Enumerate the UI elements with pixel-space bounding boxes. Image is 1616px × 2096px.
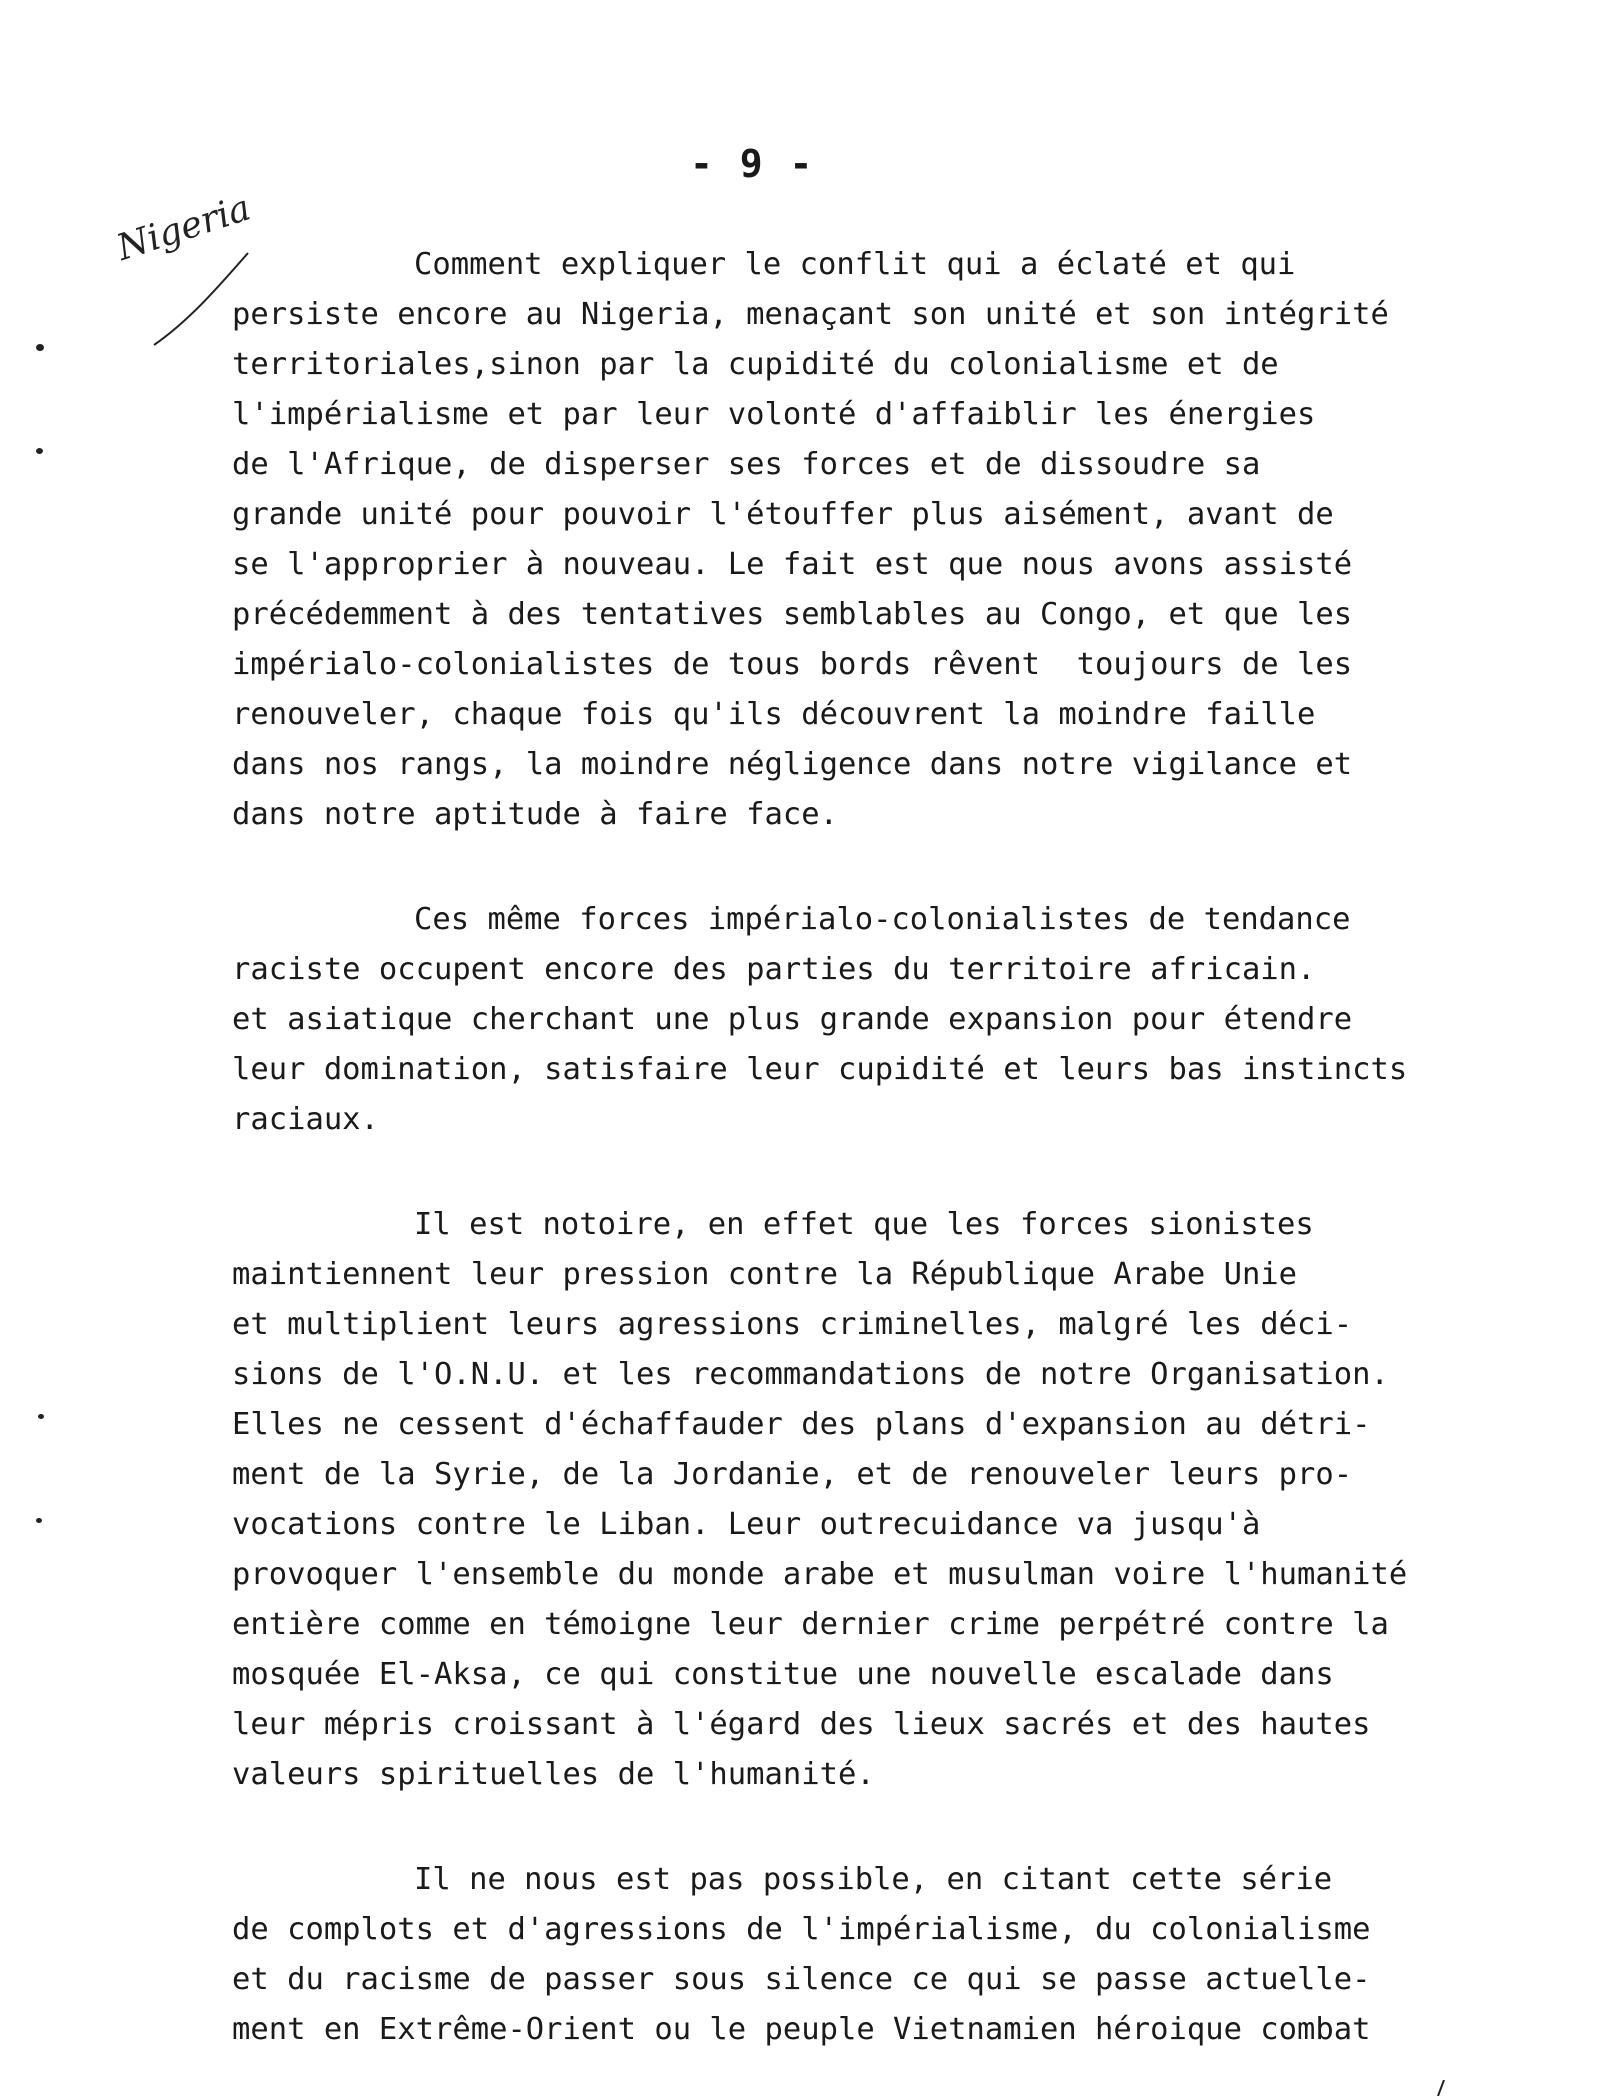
text-line: et multiplient leurs agressions criminelles, malgré les déci- xyxy=(232,1307,1353,1342)
text-line: sions de l'O.N.U. et les recommandations de notre Organisation. xyxy=(232,1357,1389,1392)
margin-speck xyxy=(38,1414,44,1419)
text-line: raciste occupent encore des parties du territoire africain. xyxy=(232,952,1316,987)
text-line: valeurs spirituelles de l'humanité. xyxy=(232,1757,875,1792)
text-line: dans nos rangs, la moindre négligence dans notre vigilance et xyxy=(232,747,1353,782)
text-line: ment en Extrême-Orient ou le peuple Vietnamien héroique combat xyxy=(232,2012,1371,2047)
text-line: provoquer l'ensemble du monde arabe et musulman voire l'humanité xyxy=(232,1557,1408,1592)
text-line: de complots et d'agressions de l'impérialisme, du colonialisme xyxy=(232,1912,1371,1947)
text-line: entière comme en témoigne leur dernier crime perpétré contre la xyxy=(232,1607,1389,1642)
margin-speck xyxy=(36,344,44,351)
text-line: persiste encore au Nigeria, menaçant son unité et son intégrité xyxy=(232,297,1389,332)
paragraph-4 xyxy=(232,1855,1512,2055)
text-line: grande unité pour pouvoir l'étouffer plus aisément, avant de xyxy=(232,497,1334,532)
handwritten-margin-note: Nigeria xyxy=(112,187,256,269)
paragraph-3 xyxy=(232,1200,1512,1800)
text-line: et du racisme de passer sous silence ce qui se passe actuelle- xyxy=(232,1962,1371,1997)
text-line: et asiatique cherchant une plus grande expansion pour étendre xyxy=(232,1002,1353,1037)
text-line: dans notre aptitude à faire face. xyxy=(232,797,838,832)
text-line: ment de la Syrie, de la Jordanie, et de renouveler leurs pro- xyxy=(232,1457,1353,1492)
text-line: l'impérialisme et par leur volonté d'affaiblir les énergies xyxy=(232,397,1316,432)
text-line: leur domination, satisfaire leur cupidité et leurs bas instincts xyxy=(232,1052,1408,1087)
paragraph-1 xyxy=(232,240,1512,840)
text-line: Elles ne cessent d'échaffauder des plans d'expansion au détri- xyxy=(232,1407,1371,1442)
text-line: Il est notoire, en effet que les forces sionistes xyxy=(414,1207,1314,1242)
text-line: impérialo-colonialistes de tous bords rêvent toujours de les xyxy=(232,647,1353,682)
paragraph-2 xyxy=(232,895,1512,1145)
text-line: territoriales,sinon par la cupidité du colonialisme et de xyxy=(232,347,1279,382)
margin-speck xyxy=(36,448,43,454)
text-line: se l'approprier à nouveau. Le fait est que nous avons assisté xyxy=(232,547,1353,582)
text-line: leur mépris croissant à l'égard des lieux sacrés et des hautes xyxy=(232,1707,1371,1742)
text-line: de l'Afrique, de disperser ses forces et de dissoudre sa xyxy=(232,447,1261,482)
text-line: renouveler, chaque fois qu'ils découvrent la moindre faille xyxy=(232,697,1316,732)
margin-speck xyxy=(36,1518,42,1523)
text-line: Comment expliquer le conflit qui a éclaté et qui xyxy=(414,247,1296,282)
text-line: mosquée El-Aksa, ce qui constitue une nouvelle escalade dans xyxy=(232,1657,1334,1692)
text-line: maintiennent leur pression contre la République Arabe Unie xyxy=(232,1257,1298,1292)
text-line: Il ne nous est pas possible, en citant cette série xyxy=(414,1862,1333,1897)
page-corner-mark xyxy=(1430,2080,1450,2096)
page-number: - 9 - xyxy=(690,142,815,186)
text-line: raciaux. xyxy=(232,1102,379,1137)
text-line: précédemment à des tentatives semblables au Congo, et que les xyxy=(232,597,1353,632)
text-line: vocations contre le Liban. Leur outrecuidance va jusqu'à xyxy=(232,1507,1261,1542)
text-line: Ces même forces impérialo-colonialistes de tendance xyxy=(414,902,1351,937)
